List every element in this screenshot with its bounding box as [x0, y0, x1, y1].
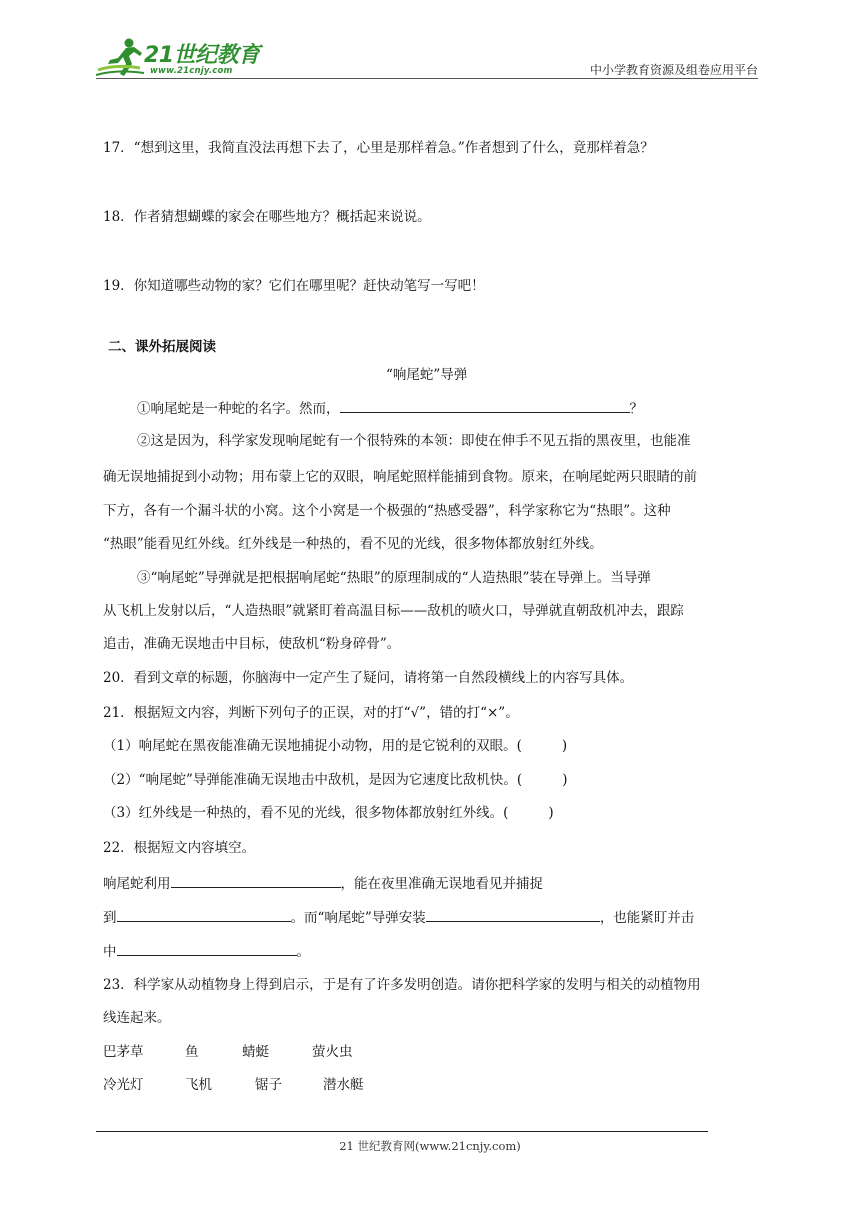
- paragraph-2-line-4: “热眼”能看见红外线。红外线是一种热的，看不见的光线，很多物体都放射红外线。: [103, 536, 603, 552]
- match-item[interactable]: 蜻蜓: [242, 1044, 269, 1060]
- fill-blank-1[interactable]: [171, 872, 341, 888]
- match-item[interactable]: 巴茅草: [103, 1044, 144, 1060]
- item-3-text: （3）红外线是一种热的，看不见的光线，很多物体都放射红外线。: [103, 805, 504, 821]
- question-21-item-3: [103, 803, 554, 823]
- item-1-text: （1）响尾蛇在黑夜能准确无误地捕捉小动物，用的是它锐利的双眼。: [103, 738, 517, 754]
- paragraph-1-blank[interactable]: [340, 397, 630, 413]
- fill-blank-4[interactable]: [117, 940, 297, 956]
- item-1-open-paren: (: [516, 738, 522, 754]
- fill-blank-3[interactable]: [426, 906, 600, 922]
- fill-blank-2[interactable]: [117, 906, 291, 922]
- question-19: 19．你知道哪些动物的家？它们在哪里呢？赶快动笔写一写吧！: [103, 278, 485, 294]
- paragraph-2-line-3: 下方，各有一个漏斗状的小窝。这个小窝是一个极强的“热感受器”，科学家称它为“热眼”。这种: [103, 503, 671, 519]
- question-17: 17．“想到这里，我简直没法再想下去了，心里是那样着急。”作者想到了什么，竟那样着急？: [103, 140, 654, 156]
- item-2-close-paren: ): [562, 772, 568, 788]
- header-platform-text: 中小学教育资源及组卷应用平台: [589, 63, 758, 77]
- section-title: 二、课外拓展阅读: [108, 339, 216, 355]
- paragraph-1-start: ①响尾蛇是一种蛇的名字。然而，: [137, 401, 340, 417]
- header-divider: [96, 78, 758, 79]
- logo-url: www.21cnjy.com: [150, 66, 233, 76]
- item-1-close-paren: ): [561, 738, 568, 754]
- fill-text-7: 。: [296, 944, 310, 960]
- question-22-line-1: [103, 872, 543, 894]
- item-3-close-paren: ): [548, 805, 554, 821]
- item-3-open-paren: (: [503, 805, 509, 821]
- footer-text: 21 世纪教育网(www.21cnjy.com): [339, 1139, 521, 1153]
- paragraph-2-line-2: 确无误地捕捉到小动物；用布蒙上它的双眼，响尾蛇照样能捕到食物。原来，在响尾蛇两只眼睛的前: [103, 469, 697, 485]
- item-2-open-paren: (: [516, 772, 523, 788]
- match-item[interactable]: 冷光灯: [103, 1077, 144, 1093]
- paragraph-3-line-3: 追击，准确无误地击中目标，使敌机“粉身碎骨”。: [103, 636, 401, 652]
- fill-text-4: 。而“响尾蛇”导弹安装: [290, 910, 426, 926]
- logo-name: 21世纪教育: [144, 43, 260, 68]
- fill-text-5: ，也能紧盯并击: [599, 910, 695, 926]
- fill-text-6: 中: [103, 944, 117, 960]
- question-23-stem-line-1: 23．科学家从动植物身上得到启示，于是有了许多发明创造。请你把科学家的发明与相关的动植物用: [103, 977, 701, 993]
- runner-logo-icon: [96, 36, 146, 78]
- match-item[interactable]: 飞机: [185, 1077, 212, 1093]
- question-22-line-3: [103, 940, 310, 962]
- question-21-stem: 21．根据短文内容，判断下列句子的正误，对的打“√”，错的打“×”。: [103, 705, 519, 721]
- fill-text-3: 到: [103, 910, 117, 926]
- question-21-item-2: [103, 770, 567, 790]
- paragraph-3-line-1: ③“响尾蛇”导弹就是把根据响尾蛇“热眼”的原理制成的“人造热眼”装在导弹上。当导弹: [137, 570, 651, 586]
- question-21-item-1: [103, 736, 567, 756]
- question-18: 18．作者猜想蝴蝶的家会在哪些地方？概括起来说说。: [103, 209, 431, 225]
- paragraph-1: [137, 397, 643, 419]
- logo: [96, 36, 266, 82]
- page-header: [96, 30, 758, 82]
- question-23-stem-line-2: 线连起来。: [103, 1010, 171, 1026]
- paragraph-2-line-1: ②这是因为，科学家发现响尾蛇有一个很特殊的本领：即使在伸手不见五指的黑夜里，也能准: [137, 433, 691, 449]
- match-item[interactable]: 锯子: [255, 1077, 282, 1093]
- article-title: “响尾蛇”导弹: [386, 367, 468, 383]
- question-22-line-2: [103, 906, 694, 928]
- fill-text-1: 响尾蛇利用: [103, 876, 171, 892]
- item-2-text: （2）“响尾蛇”导弹能准确无误地击中敌机，是因为它速度比敌机快。: [103, 772, 517, 788]
- match-item[interactable]: 潜水艇: [323, 1077, 364, 1093]
- paragraph-1-end: ？: [629, 401, 643, 417]
- fill-text-2: ，能在夜里准确无误地看见并捕捉: [340, 876, 543, 892]
- match-item[interactable]: 鱼: [185, 1044, 199, 1060]
- match-item[interactable]: 萤火虫: [312, 1044, 353, 1060]
- paragraph-3-line-2: 从飞机上发射以后，“人造热眼”就紧盯着高温目标——敌机的喷火口，导弹就直朝敌机冲去，跟踪: [103, 603, 684, 619]
- question-22-stem: 22．根据短文内容填空。: [103, 840, 256, 856]
- question-20: 20．看到文章的标题，你脑海中一定产生了疑问，请将第一自然段横线上的内容写具体。: [103, 670, 634, 686]
- footer-divider: [96, 1131, 708, 1132]
